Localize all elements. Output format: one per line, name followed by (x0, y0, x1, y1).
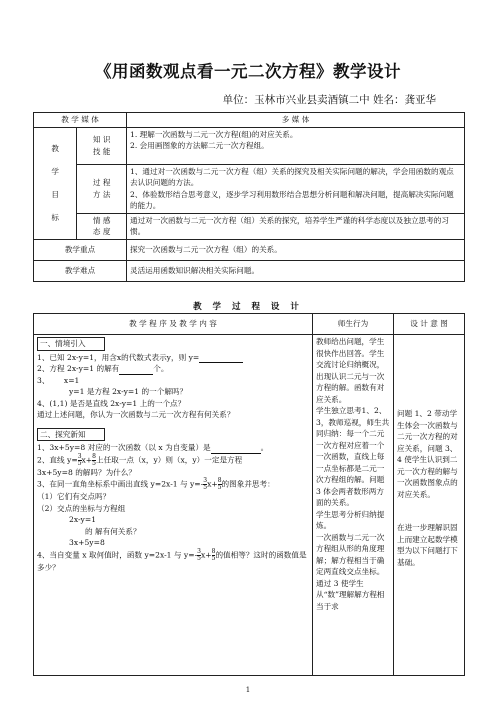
fraction: $\frac{8}{5}$ (217, 477, 222, 491)
content-line: 2x-y=1 (69, 515, 97, 524)
knowledge-cell (127, 127, 465, 164)
col-header-intent: 设 计 意 图 (394, 314, 465, 335)
fraction: $\frac{3}{5}$ (77, 452, 82, 467)
content-line: 1、3x+5y=8 对应的一次函数（以 x 为自变量）是 。 (37, 443, 269, 452)
knowledge-label: 知 识 技 能 (77, 127, 127, 164)
page-number: 1 (245, 686, 251, 694)
process-item: 1、通过对一次函数与二元一次方程（组）关系的探究及相关实际问题的解决，学会用函数的观点去认识问题的方法。 (130, 166, 454, 187)
content-line: 3x+5y=8 的解吗？为什么？ (37, 467, 136, 477)
design-intent-text: 问题 1、2 带动学生体会一次函数与二元一次方程的对应关系，问题 3、4 使学生认识到二元一次方程的解与一次函数图象点的对应关系。 (397, 409, 458, 499)
emotion-text: 通过对一次函数与二元一次方程（组）关系的探究，培养学生严谨的科学态度以及独立思考的习惯。 (127, 213, 465, 239)
teacher-student-behavior: 教师给出问题，学生很快作出回答。学生交流讨论归纳概况，出现认识二元与一次方程的解。函数有对应关系。 学生独立思考1、2、3，教师巡视，师生共同归纳：每一个二元一次方程对应着一个一次函数，直线上每一点坐标都是二元一次方程组的解。问题 3 体会两者数形两方面的关系。 学生思考分析归纳提炼。 一次函数与二元一次方程组从形的角度理解；解方程相当于确定两直线交点坐标。 通过 3 使学生从“数”理解解方程相当于求 (313, 335, 394, 676)
media-label: 教 学 媒 体 (34, 113, 127, 128)
fraction: $\frac{3}{5}$ (197, 547, 201, 562)
design-intent-text: 在进一步理解识固上而建立起数学模型为以下问题打下基础。 (397, 523, 458, 567)
content-line: 3、在同一直角坐标系中画出直线 y=2x-1 与 y=- $\frac{3}{5}$ x+ $\frac{8}{5}$ 的图象并思考： (37, 477, 275, 491)
difficulty-label: 教学难点 (34, 260, 127, 281)
key-point-label: 教学重点 (34, 239, 127, 260)
content-line: 2、直线 y= $\frac{3}{5}$ x+ $\frac{8}{5}$ 上任取一点（x，y）则（x，y）一定是方程 (37, 452, 243, 467)
key-point-text: 探究一次函数与二元一次方程（组）的关系。 (127, 239, 465, 260)
goal-label: 教 学 目 标 (34, 127, 77, 239)
process-label: 过 程 方 法 (77, 164, 127, 213)
section-2-title: 二、探究新知 (37, 428, 105, 442)
content-line: 的 解有何关系？ (85, 526, 141, 536)
difficulty-text: 灵活运用函数知识解决相关实际问题。 (127, 260, 465, 281)
section-title: 教 学 过 程 设 计 (193, 302, 303, 312)
content-cell (34, 335, 313, 676)
process-cell (127, 164, 465, 213)
content-line: 1、已知 2x-y=1，用含x的代数式表示y，则 y= (37, 352, 309, 364)
content-line: 通过上述问题，你认为一次函数与二元一次方程有何关系？ (37, 410, 235, 419)
content-line: 4、当自变量 x 取何值时，函数 y=2x-1 与 y=- $\frac{3}{5}$ x+ $\frac{8}{5}$ 的值相等？这时的函数值是多少？ (37, 547, 307, 572)
teaching-process-table (33, 313, 465, 676)
knowledge-item: 1. 理解一次函数与二元一次方程(组)的对应关系。 (130, 129, 298, 139)
content-line: 3、 x=1 (37, 375, 80, 385)
content-line: 3x+5y=8 (69, 538, 105, 547)
fraction: $\frac{8}{5}$ (211, 547, 216, 562)
process-item: 2、体验数形结合思考意义，逐步学习利用数形结合思想分析问题和解决问题，提高解决实际问题的能力。 (130, 189, 454, 210)
col-header-behavior: 师生行为 (313, 314, 394, 335)
media-value: 多 媒 体 (127, 113, 465, 128)
teaching-overview-table (33, 112, 465, 282)
content-line: 4、(1,1) 是否是直线 2x-y=1 上的一个点？ (37, 398, 186, 408)
document-title: 《用函数观点看一元二次方程》教学设计 (95, 62, 401, 81)
author-line: 单位：玉林市兴业县卖酒镇二中 姓名：龚亚华 (222, 94, 436, 106)
emotion-label: 情 感 态 度 (77, 213, 127, 239)
col-header-content: 教 学 程 序 及 教 学 内 容 (34, 314, 313, 335)
fraction: $\frac{3}{5}$ (203, 477, 208, 491)
content-line: （2）交点的坐标与方程组 (37, 503, 126, 513)
design-intent-cell (394, 335, 465, 676)
section-1-title: 一、情境引入 (37, 337, 105, 351)
content-line: 2、方程 2x-y=1 的解有 个。 (37, 364, 169, 373)
content-line: （1）它们有交点吗？ (37, 492, 111, 501)
content-line: y=1 是方程 2x-y=1 的一个解吗？ (69, 387, 188, 396)
knowledge-item: 2. 会用画图象的方法解二元一次方程组。 (130, 141, 269, 150)
fraction: $\frac{8}{5}$ (92, 452, 96, 467)
